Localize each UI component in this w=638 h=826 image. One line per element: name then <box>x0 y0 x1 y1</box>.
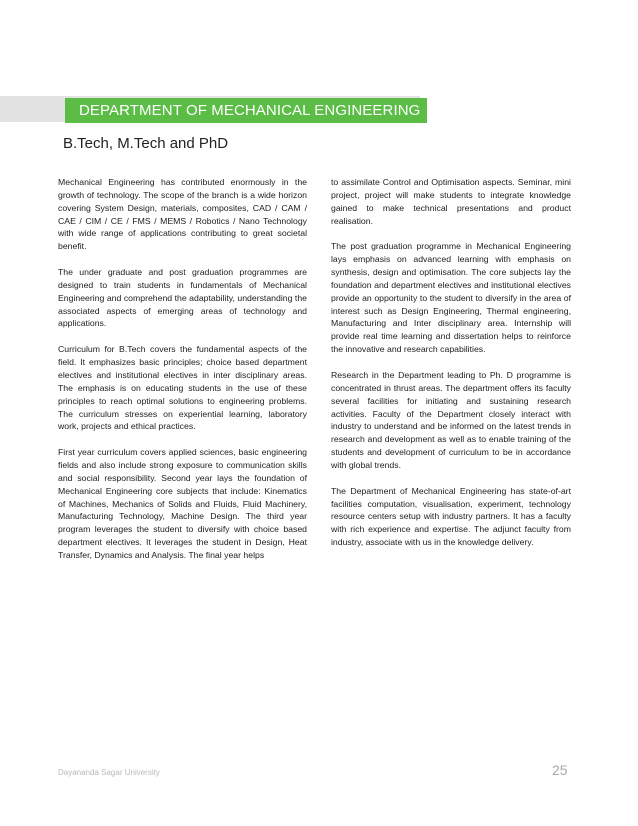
programs-subtitle: B.Tech, M.Tech and PhD <box>63 135 229 152</box>
page-number: 25 <box>552 762 568 778</box>
footer-university-name: Dayananda Sagar University <box>58 768 160 777</box>
paragraph: Mechanical Engineering has contributed enormously in the growth of technology. The scope of the branch is a wide horizon covering System Design, materials, composites, CAD / CAM / CAE / CIM / CE / FMS / MEMS / Robotics / Nano Technology with wide range of applications contributing to great societal benefit. <box>58 177 307 252</box>
paragraph: The Department of Mechanical Engineering has state-of-art facilities computation, visualisation, experiment, technology resource centers setup with industry partners. It has a faculty with rich experience and expertise. The adjunct faculty from industry, associate with us in the knowledge delivery. <box>331 485 571 548</box>
paragraph: Curriculum for B.Tech covers the fundamental aspects of the field. It emphasizes basic principles; choice based department electives and institutional electives in inter disciplinary areas. The emphasis is on educating students in the use of these principles to reach optimal solutions to engineering problems. The curriculum stresses on experiential learning, laboratory work, projects and ethical practices. <box>58 344 307 432</box>
right-text-column <box>331 176 571 562</box>
paragraph: to assimilate Control and Optimisation aspects. Seminar, mini project, project will make students to integrate knowledge gained to make technical presentations and product realisation. <box>331 177 571 226</box>
paragraph: The under graduate and post graduation programmes are designed to train students in fundamentals of Mechanical Engineering and comprehend the adaptability, understanding the associated aspects of emerging areas of technology and applications. <box>58 267 307 329</box>
left-text-column <box>58 176 307 575</box>
paragraph: First year curriculum covers applied sciences, basic engineering fields and also include strong exposure to communication skills and social responsibility. Second year lays the foundation of Mechanical Engineering core subjects that include: Kinematics of Machines, Mechanics of Solids and Fluids, Fluid Machinery, Manufacturing Technology, Machine Design. The third year program leverages the student to diversify with choice based department electives. It leverages the student in Design, Heat Transfer, Dynamics and Analysis. The final year helps <box>58 447 307 560</box>
paragraph: Research in the Department leading to Ph. D programme is concentrated in thrust areas. The department offers its faculty several facilities for initiating and sustaining research activities. Faculty of the Department closely interact with industry to understand and be informed on the latest trends in research and development as well as to enable training of the students and development of curriculum to be in accordance with global trends. <box>331 369 571 470</box>
department-title-banner: DEPARTMENT OF MECHANICAL ENGINEERING <box>65 98 427 123</box>
paragraph: The post graduation programme in Mechanical Engineering lays emphasis on advanced learning with emphasis on synthesis, design and optimisation. The core subjects lay the foundation and department electives and institutional electives provide an opportunity to the student to diversify in the area of interest such as Design Engineering, Thermal engineering, Manufacturing and Inter disciplinary area. Internship will provide real time learning and dissertation helps to reinforce the innovative and research capabilities. <box>331 241 571 355</box>
